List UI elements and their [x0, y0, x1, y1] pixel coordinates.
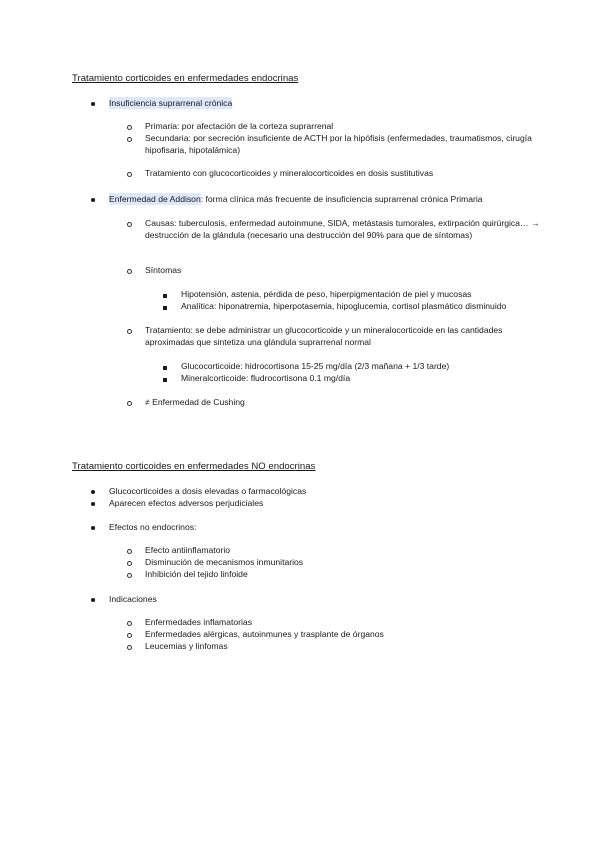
- list-item: Mineralcorticoide: fludrocortisona 0.1 mg/día: [181, 373, 351, 383]
- bullet: [127, 137, 132, 142]
- list-item: Hipotensión, astenia, pérdida de peso, hiperpigmentación de piel y mucosas: [181, 289, 472, 299]
- bullet: [127, 645, 132, 650]
- section2-heading: Tratamiento corticoides en enfermedades NO endocrinas: [72, 461, 316, 472]
- list-item-addison: [109, 194, 483, 206]
- bullet: [127, 549, 132, 554]
- label-rest: : forma clínica más frecuente de insuficiencia suprarrenal crónica Primaria: [200, 194, 483, 204]
- list-item-causas: Causas: tuberculosis, enfermedad autoinmune, SIDA, metástasis tumorales, extirpación quirúrgica… → destrucción de la glándula (necesario una destrucción del 90% para que de síntomas): [145, 218, 540, 240]
- bullet: [127, 125, 132, 130]
- list-item: Enfermedades inflamatorias: [145, 617, 252, 627]
- list-item: Efecto antiinflamatorio: [145, 545, 231, 555]
- section1-heading: Tratamiento corticoides en enfermedades endocrinas: [72, 73, 299, 84]
- bullet: [91, 502, 95, 506]
- bullet: [163, 366, 167, 370]
- bullet: [91, 598, 95, 602]
- bullet: [127, 633, 132, 638]
- bullet: [127, 573, 132, 578]
- list-item-sintomas: Síntomas: [145, 265, 182, 275]
- list-item-tratamiento: Tratamiento: se debe administrar un glucocorticoide y un mineralocorticoide en las cantidades aproximadas que sintetiza una glándula suprarrenal normal: [145, 325, 503, 347]
- bullet: [127, 401, 132, 406]
- bullet: [91, 490, 95, 494]
- bullet: [127, 621, 132, 626]
- bullet: [127, 222, 132, 227]
- list-item-efectos: Efectos no endocrinos:: [109, 522, 197, 532]
- list-item-cushing: ≠ Enfermedad de Cushing: [145, 397, 245, 407]
- bullet: [163, 378, 167, 382]
- bullet: [127, 172, 132, 177]
- bullet: [91, 526, 95, 530]
- list-item: Analítica: hiponatremia, hiperpotasemia, hipoglucemia, cortisol plasmático disminuido: [181, 301, 507, 311]
- bullet: [127, 269, 132, 274]
- bullet: [127, 329, 132, 334]
- list-item: Disminución de mecanismos inmunitarios: [145, 557, 304, 567]
- list-item: Inhibición del tejido linfoide: [145, 569, 248, 579]
- list-item: Tratamiento con glucocorticoides y mineralocorticoides en dosis sustitutivas: [145, 168, 434, 178]
- list-item: Primaria: por afectación de la corteza suprarrenal: [145, 121, 334, 131]
- list-item-indicaciones: Indicaciones: [109, 594, 157, 604]
- bullet: [163, 294, 167, 298]
- list-item: Aparecen efectos adversos perjudiciales: [109, 498, 264, 508]
- list-item: Enfermedades alérgicas, autoinmunes y trasplante de órganos: [145, 629, 384, 639]
- list-item: Secundaria: por secreción insuficiente de ACTH por la hipófisis (enfermedades, traumatismos, cirugía hipofisaria, hipotalámica): [145, 133, 532, 155]
- bullet: [91, 198, 95, 202]
- bullet: [91, 102, 95, 106]
- highlighted-label: Insuficiencia suprarrenal crónica: [109, 98, 233, 108]
- list-item-insuficiencia: [109, 98, 232, 110]
- bullet: [127, 561, 132, 566]
- highlighted-label: Enfermedad de Addison: [109, 194, 201, 204]
- list-item: Glucocorticoides a dosis elevadas o farmacológicas: [109, 486, 307, 496]
- bullet: [163, 306, 167, 310]
- list-item: Glucocorticoide: hidrocortisona 15-25 mg/día (2/3 mañana + 1/3 tarde): [181, 361, 450, 371]
- list-item: Leucemias y linfomas: [145, 641, 228, 651]
